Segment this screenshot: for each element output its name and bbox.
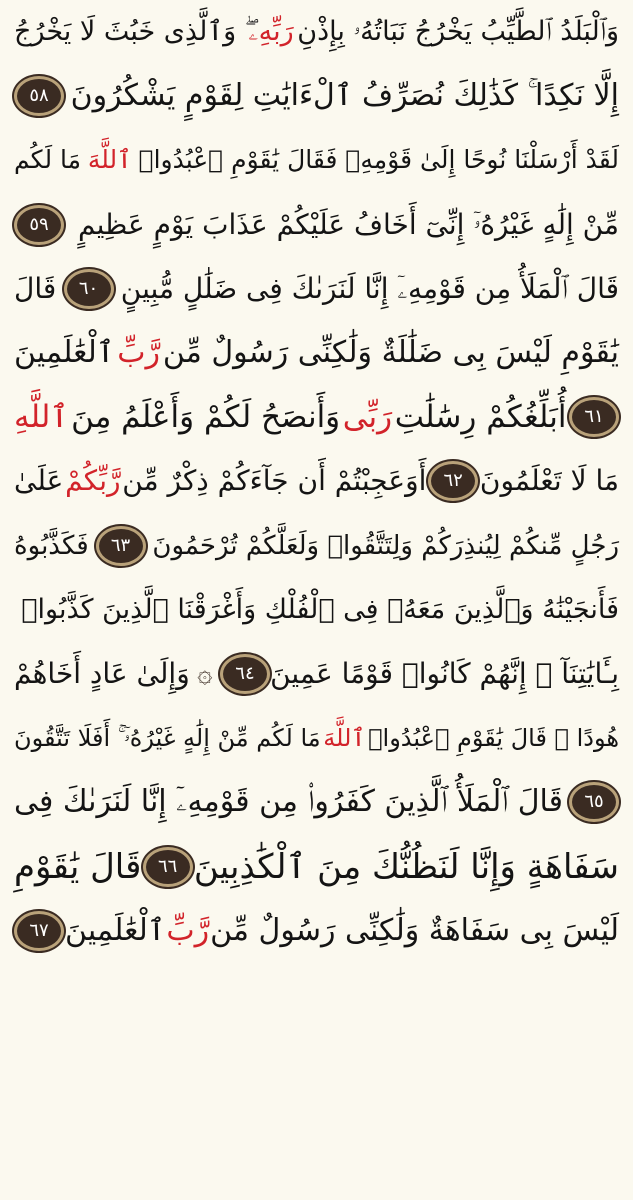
verse-line <box>14 706 619 770</box>
verse-text: فَأَنجَيْنَٰهُ وَٱلَّذِينَ مَعَهُۥ فِى ٱلْفُلْكِ وَأَغْرَقْنَا ٱلَّذِينَ كَذَّبُوا۟ <box>21 593 619 625</box>
divine-name-text: رَّبِّكُمْ <box>65 464 121 498</box>
verse-line <box>14 321 619 385</box>
verse-line <box>14 257 619 321</box>
verse-text: وَإِلَىٰ عَادٍ أَخَاهُمْ <box>14 656 190 690</box>
verse-text: مَا لَكُم مِّنْ إِلَٰهٍ غَيْرُهُۥٓ ۚ أَفَلَا تَتَّقُونَ <box>14 724 321 753</box>
verse-text: يَٰقَوْمِ لَيْسَ بِى ضَلَٰلَةٌ وَلَٰكِنِّى رَسُولٌ مِّن <box>162 335 619 371</box>
verse-line <box>14 834 619 898</box>
divine-name-text: رَبِّهِۦ <box>248 16 294 48</box>
verse-text: مَا لَكُم <box>14 145 82 175</box>
verse-text: هُودًا ۗ قَالَ يَٰقَوْمِ ٱعْبُدُوا۟ <box>368 724 619 753</box>
verse-line <box>14 0 619 64</box>
verse-line <box>14 578 619 642</box>
verse-line <box>14 385 619 449</box>
verse-line <box>14 64 619 128</box>
hizb-marker-icon: ۞ <box>197 658 213 689</box>
divine-name-text: رَّبِّ <box>117 335 160 371</box>
verse-line <box>14 899 619 963</box>
verse-text: بِـَٔايَٰتِنَآ ۚ إِنَّهُمْ كَانُوا۟ قَوْمًا عَمِينَ <box>270 656 619 690</box>
ayah-number-marker: ٦٤ <box>220 654 270 694</box>
verse-text: أُبَلِّغُكُمْ رِسَٰلَٰتِ <box>394 399 567 436</box>
verse-text: ٱلْعَٰلَمِينَ <box>65 912 166 948</box>
ayah-number-marker: ٦٦ <box>143 847 193 887</box>
verse-text: قَالَ يَٰقَوْمِ <box>14 846 142 887</box>
divine-name-text: ٱللَّهَ <box>323 724 366 753</box>
divine-name-text: رَّبِّ <box>166 912 210 948</box>
verse-text: إِلَّا نَكِدًا ۚ كَذَٰلِكَ نُصَرِّفُ ٱلْءَايَٰتِ لِقَوْمٍ يَشْكُرُونَ <box>70 78 619 114</box>
verse-text: فَكَذَّبُوهُ <box>14 530 89 561</box>
verse-text: أَوَعَجِبْتُمْ أَن جَآءَكُمْ ذِكْرٌ مِّن <box>122 464 427 498</box>
verse-text: لَيْسَ بِى سَفَاهَةٌ وَلَٰكِنِّى رَسُولٌ مِّن <box>210 912 619 948</box>
verse-text: مِّنْ إِلَٰهٍ غَيْرُهُۥٓ إِنِّىٓ أَخَافُ عَلَيْكُمْ عَذَابَ يَوْمٍ عَظِيمٍ <box>77 207 619 241</box>
ayah-number-marker: ٦٣ <box>96 526 146 566</box>
verse-line <box>14 193 619 257</box>
divine-name-text: ٱللَّهَ <box>87 145 132 175</box>
verse-line <box>14 770 619 834</box>
verse-line <box>14 514 619 578</box>
verse-text: قَالَ ٱلْمَلَأُ مِن قَوْمِهِۦٓ إِنَّا لَنَرَىٰكَ فِى ضَلَٰلٍ مُّبِينٍ <box>120 271 619 305</box>
verse-text: ٱلْعَٰلَمِينَ <box>14 335 115 371</box>
ayah-number-marker: ٦٧ <box>14 911 64 951</box>
verse-text: رَجُلٍ مِّنكُمْ لِيُنذِرَكُمْ وَلِتَتَّقُوا۟ وَلَعَلَّكُمْ تُرْحَمُونَ <box>152 530 619 561</box>
verse-text: سَفَاهَةٍ وَإِنَّا لَنَظُنُّكَ مِنَ ٱلْكَٰذِبِينَ <box>193 846 619 887</box>
verse-text: وَٱلْبَلَدُ ٱلطَّيِّبُ يَخْرُجُ نَبَاتُهُۥ بِإِذْنِ <box>297 16 619 48</box>
verse-text: قَالَ <box>14 271 57 305</box>
verse-text: مَا لَا تَعْلَمُونَ <box>479 464 619 498</box>
ayah-number-marker: ٦٠ <box>64 269 114 309</box>
verse-text: لَقَدْ أَرْسَلْنَا نُوحًا إِلَىٰ قَوْمِهِۦ فَقَالَ يَٰقَوْمِ ٱعْبُدُوا۟ <box>138 145 619 175</box>
verse-text: قَالَ ٱلْمَلَأُ ٱلَّذِينَ كَفَرُوا۟ مِن قَوْمِهِۦٓ إِنَّا لَنَرَىٰكَ فِى <box>14 784 563 820</box>
verse-line <box>14 128 619 192</box>
ayah-number-marker: ٥٨ <box>14 76 64 116</box>
ayah-number-marker: ٦٢ <box>428 461 478 501</box>
ayah-number-marker: ٥٩ <box>14 205 64 245</box>
divine-name-text: رَبِّى <box>342 399 393 436</box>
verse-text: ۖ وَٱلَّذِى خَبُثَ لَا يَخْرُجُ <box>14 16 245 48</box>
verse-text: وَأَنصَحُ لَكُمْ وَأَعْلَمُ مِنَ <box>71 399 341 436</box>
verse-line <box>14 449 619 513</box>
divine-name-text: ٱللَّهِ <box>14 399 69 436</box>
ayah-number-marker: ٦٥ <box>569 782 619 822</box>
verse-line <box>14 642 619 706</box>
ayah-number-marker: ٦١ <box>569 397 619 437</box>
verse-text: عَلَىٰ <box>14 464 64 498</box>
